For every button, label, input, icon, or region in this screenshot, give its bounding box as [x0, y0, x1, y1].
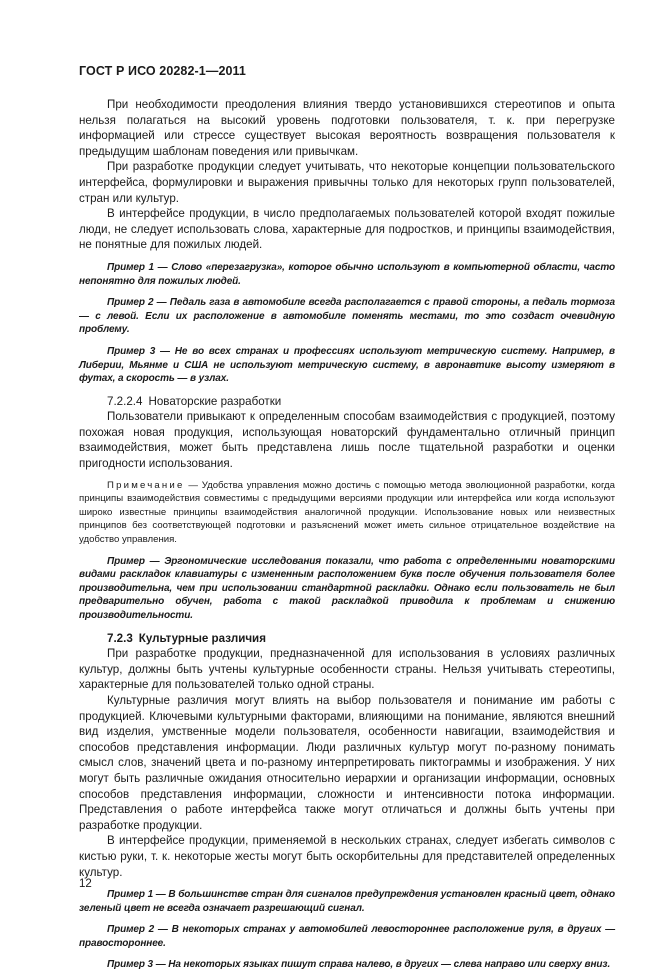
example-label: Пример — [107, 555, 145, 567]
example — [79, 296, 615, 337]
example-text: — Эргономические исследования показали, что работа с определенными новаторскими видами раскладок клавиатуры с измененным расположением букв после обучения пользователя более производительна, чем при использовании стандартной раскладки. Однако если пользователь не был предварительно обучен, работа с такой раскладкой приводила к проблемам и снижению производительности. — [79, 555, 615, 621]
subsection-heading — [79, 394, 615, 410]
example — [79, 555, 615, 623]
example-text: — В некоторых странах у автомобилей левостороннее расположение руля, в других — правостороннее. — [79, 924, 615, 949]
example — [79, 345, 615, 386]
example-label: Пример 3 — [107, 345, 156, 357]
paragraph: При разработке продукции следует учитывать, что некоторые концепции пользовательского интерфейса, формулировки и выражения привычны только для некоторых групп пользователей, стран или культур. — [79, 160, 615, 205]
note-label: Примечание — [107, 479, 185, 491]
note — [79, 479, 615, 547]
example-label: Пример 3 — [107, 959, 154, 971]
page-number: 12 — [79, 878, 92, 890]
subsection-title: Новаторские разработки — [148, 394, 282, 408]
example-text: — Не во всех странах и профессиях используют метрическую систему. Например, в Либерии, Мьянме и США не используют метрическую систему, в авронавтике высоту измеряют в футах, а скорость — в узлах. — [79, 345, 615, 385]
paragraph: При разработке продукции, предназначенной для использования в условиях различных культур, должны быть учтены культурные особенности страны. Нельзя учитывать стереотипы, характерные для пользователей только одной страны. — [79, 647, 615, 692]
example-label: Пример 2 — [107, 924, 155, 936]
paragraph: В интерфейсе продукции, в число предполагаемых пользователей которой входят пожилые люди, не следует использовать слова, характерные для подростков, и принципы взаимодействия, не понятные для пожилых людей. — [79, 207, 615, 252]
example-label: Пример 1 — [107, 261, 155, 273]
example-text: — Педаль газа в автомобиле всегда располагается с правой стороны, а педаль тормоза — с левой. Если их расположение в автомобиле поменять местами, то это создаст очевидную проблему. — [79, 297, 615, 336]
paragraph: Пользователи привыкают к определенным способам взаимодействия с продукцией, поэтому похожая новая продукция, использующая новаторский фундаментально отличный принцип взаимодействия, может быть представлена лишь после тщательной разработки и оценки пригодности использования. — [79, 410, 615, 471]
example — [79, 958, 615, 972]
example — [79, 261, 615, 288]
section-number: 7.2.3 — [107, 631, 133, 645]
subsection-number: 7.2.2.4 — [107, 394, 143, 408]
example — [79, 888, 615, 915]
page-body — [79, 97, 615, 980]
example-text: — В большинстве стран для сигналов предупреждения установлен красный цвет, однако зеленый цвет не всегда означает разрешающий сигнал. — [79, 889, 615, 914]
paragraph: Культурные различия могут влиять на выбор пользователя и понимание им работы с продукцией. Ключевыми культурными факторами, влияющими на понимание, являются внешний вид изделия, умственные модели пользователя, особенности навигации, взаимодействия и способов представления информации. Люди различных культур могут по-разному понимать смысл слов, значений цвета и по-разному интерпретировать пиктограммы и изображения. У них могут быть различные ожидания относительно иерархии и организации информации, основных способов представления информации, сложности и интенсивности потока информации. Представления о работе интерфейса также могут отличаться и должны быть учтены при разработке продукции. — [79, 693, 615, 832]
section-title: Культурные различия — [138, 631, 266, 645]
example-label: Пример 2 — [107, 297, 154, 309]
example — [79, 923, 615, 950]
example-label: Пример 1 — [107, 889, 154, 901]
paragraph: При необходимости преодоления влияния твердо установившихся стереотипов и опыта нельзя полагаться на высокий уровень подготовки пользователя, т. к. при перегрузке информацией или стрессе существует высокая вероятность возвращения пользователя к предыдущим шаблонам поведения или привычкам. — [79, 98, 615, 158]
paragraph: В интерфейсе продукции, применяемой в нескольких странах, следует избегать символов с кистью руки, т. к. некоторые жесты могут быть оскорбительны для представителей определенных культур. — [79, 834, 615, 879]
section-heading — [79, 631, 615, 647]
note-text: — Удобства управления можно достичь с помощью метода эволюционной разработки, когда принципы взаимодействия совместимы с предыдущими версиями продукции или интерфейса или когда используют широко известные принципы взаимодействия аналогичной продукции. Использование новых или неизвестных принципов без соответствующей подготовки и разъяснений может иметь сильное отрицательное воздействие на удобство управления. — [79, 479, 615, 546]
document-header: ГОСТ Р ИСО 20282-1—2011 — [79, 64, 246, 78]
example-text: — Слово «перезагрузка», которое обычно используют в компьютерной области, часто непонятно для пожилых людей. — [79, 261, 615, 287]
example-text: — На некоторых языках пишут справа налево, в других — слева направо или сверху вниз. — [153, 959, 611, 971]
